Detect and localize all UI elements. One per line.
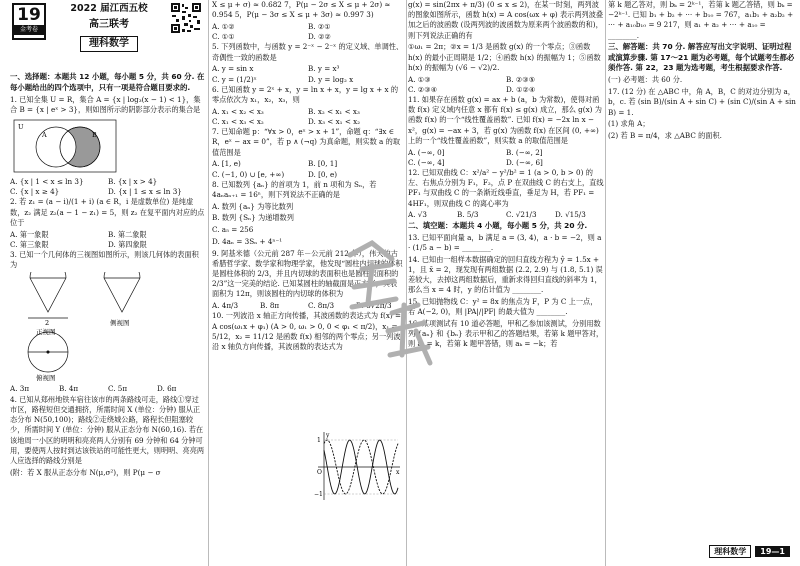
answer-option: C. ①① [212, 32, 235, 42]
answer-options [408, 148, 604, 158]
answer-option: A. ①② [212, 21, 235, 31]
wave-label-origin: O [317, 469, 322, 476]
answer-option: D. 6π [157, 384, 177, 394]
page-footer [709, 545, 790, 558]
answer-option: A. 4π/3 [212, 301, 239, 311]
footer-subject: 理科数学 [709, 545, 751, 558]
answer-option: B. x₂ < x₁ < x₃ [308, 106, 360, 116]
front-view-label: 正视图 [36, 328, 56, 337]
question-text: 16. 某项测试有 10 道必答题，甲和乙参加该测试，分别用数列 {aₙ} 和 {bₙ} 表示甲和乙的答题结果，若第 k 题甲答对，则 aₖ = k，若第 k 题甲答错，则 aₖ = −k；若 [408, 318, 604, 349]
question-text: 8. 已知数列 {aₙ} 的首项为 1，前 n 项和为 Sₙ，若 4aₙaₙ₊₁ = 16ⁿ，则下列说法不正确的是 [212, 179, 377, 199]
question-text: 4. 已知从郑州地铁车宿往该市的两条路线可走，路线①穿过市区，路程短但交通拥挤，所需时间 X (单位：分钟) 服从正态分布 N(50,100)；路线②走绕城公路，路程长但阻塞较少，所需时间 Y (单位：分钟) 服从正态分布 N(60,16). 若在该地周一小区的明明和亮亮两人分别有 69 分钟和 64 分钟可用，要使两人按时到达该铁站的可能性更大，则明明、亮亮两人应选择的路线分别是 [10, 394, 205, 465]
answer-option: A. (−∞, 0] [408, 147, 445, 157]
side-view-label: 侧视图 [110, 319, 130, 328]
column-2 [212, 0, 404, 566]
answer-option: B. {x | x > 4} [108, 176, 158, 186]
question-text: B. 数列 {Sₙ} 为递增数列 [212, 213, 294, 223]
answer-option: B. ②① [308, 21, 331, 31]
section-heading: 三、解答题：共 70 分. 解答应写出文字说明、证明过程或演算步骤. 第 17～21 题为必考题，每个试题考生都必须作答. 第 22，23 题为选考题，考生根据要求作答. [608, 42, 795, 73]
question-text: 7. 已知命题 p：“∀x > 0，eˣ > x + 1”，命题 q：“∃x ∈ R，eˣ − ax = 0”，若 p ∧ (¬q) 为真命题，则实数 a 的取值范围是 [212, 127, 401, 157]
answer-options [10, 230, 206, 240]
badge-number: 19 [17, 5, 41, 25]
question-text: 3. 已知一个几何体的三视图如图所示，则该几何体的表面积为 [10, 250, 199, 270]
figure-container [10, 117, 206, 175]
top-view-label: 俯视图 [36, 374, 56, 383]
question-text: 11. 如果存在函数 g(x) = ax + b (a，b 为常数)，使得对函数 f(x) 定义域内任意 x 都有 f(x) ≤ g(x) 成立，那么 g(x) 为函数 f(x) 的一个“线性覆盖函数”. 已知 f(x) = −2x ln x − x²，g(x) = −ax + 3，若 g(x) 为函数 f(x) 在区间 (0, +∞) 上的一个“线性覆盖函数”，则实数 a 的取值范围是 [408, 94, 602, 145]
answer-option: A. √3 [408, 210, 427, 220]
answer-option: C. {x | x ≥ 4} [10, 187, 60, 197]
answer-option: B. 8π [260, 301, 280, 311]
question-text: 13. 已知平面向量 a，b 满足 a = (3, 4)，a · b = −2，则 a · (1/5 a − b) = ________. [408, 232, 602, 252]
answer-options [10, 187, 206, 197]
column-2-body [212, 0, 404, 352]
question-text: 第 k 题乙答对，则 bₖ = 2ᵏ⁻¹，若第 k 题乙答错，则 bₖ = −2ᵏ⁻¹. 已知 b₁ + b₂ + ⋯ + b₁₀ = 767，a₁b₁ + a₂b₂ + ⋯ + a₁₀b₁₀ = 9 217，则 a₁ + a₂ + ⋯ + a₁₀ = ________. [608, 0, 794, 40]
column-1-body [10, 72, 206, 478]
answer-options [10, 177, 206, 187]
answer-option: A. ①③ [408, 74, 431, 84]
question-text: D. 4aₙ = 3Sₙ + 4ⁿ⁻¹ [212, 236, 283, 246]
question-text: 14. 已知由一组样本数据确定的回归直线方程为 ŷ = 1.5x + 1，且 x̄ = 2，现发现有两组数据 (2.2, 2.9) 与 (1.8, 5.1) 误差较大，去掉这两组数据后，重新求得回归直线的斜率为 1，那么当 x = 4 时，y 的估计值为 ________. [408, 254, 603, 295]
answer-options [408, 85, 604, 95]
answer-option: A. {x | 1 < x ≤ ln 3} [10, 176, 84, 186]
question-text: X ≤ μ + σ) ≈ 0.682 7，P(μ − 2σ ≤ X ≤ μ + 2σ) ≈ 0.954 5，P(μ − 3σ ≤ X ≤ μ + 3σ) ≈ 0.997 3) [212, 0, 391, 20]
answer-option: D. [0, e) [308, 169, 338, 179]
wave-label-x: x [396, 469, 400, 476]
question-text: 9. 阿基米德（公元前 287 年－公元前 212 年），伟大的古希腊哲学家、数学家和物理学家，他发现“圆柱内切球的体积是圆柱体积的 2/3，并且内切球的表面积也是圆柱表面积的 2/3”这一完美的结论. 已知某圆柱的轴截面是正方形，其表面积为 12π，则该圆柱的内切球的体积为 [212, 248, 403, 299]
answer-option: D. x₃ < x₁ < x₂ [308, 116, 361, 126]
answer-option: C. 8π/3 [308, 301, 335, 311]
answer-options [212, 64, 404, 74]
question-text: (附：若 X 服从正态分布 N(μ,σ²)，则 P(μ − σ [10, 467, 161, 477]
answer-option: A. y = sin x [212, 64, 254, 74]
answer-options [408, 75, 604, 85]
figure-container [10, 272, 206, 382]
venn-label-a: A [42, 130, 47, 139]
answer-option: C. x₁ < x₃ < x₂ [212, 116, 264, 126]
answer-options [212, 32, 404, 42]
wave-label-y: y [326, 432, 330, 439]
answer-option: D. ②② [308, 32, 331, 42]
answer-options [408, 210, 604, 220]
answer-option: B. ②③⑤ [506, 74, 536, 84]
answer-option: D. (−∞, 6] [506, 157, 543, 167]
answer-option: C. 第三象限 [10, 239, 49, 249]
question-text: ①ω₁ = 2π；②x = 1/3 是函数 g(x) 的一个零点；③函数 h(x) 的最小正周期是 1/2；④函数 h(x) 的振幅为 1；⑤函数 h(x) 的振幅为 (√6 − √2)/2. [408, 42, 601, 72]
wave-label-one: 1 [317, 437, 321, 444]
answer-option: B. (−∞, 2] [506, 147, 543, 157]
section-heading: 一、选择题：本题共 12 小题，每小题 5 分，共 60 分. 在每小题给出的四个选项中，只有一项是符合题目要求的. [10, 72, 205, 92]
answer-option: C. ②③④ [408, 84, 438, 94]
answer-option: B. y = x³ [308, 64, 340, 74]
column-3 [408, 0, 604, 566]
venn-diagram [10, 117, 120, 175]
answer-option: A. 3π [10, 384, 30, 394]
answer-option: C. (−∞, 4] [408, 157, 445, 167]
answer-option: B. 第二象限 [108, 229, 147, 239]
answer-options [212, 22, 404, 32]
footer-page-number: 19—1 [755, 546, 790, 557]
question-text: 1. 已知全集 U = R，集合 A = {x | log₃(x − 1) < 1}，集合 B = {x | eˣ > 3}，则如图所示的阴影部分表示的集合是 [10, 94, 201, 114]
answer-option: A. x₁ < x₂ < x₃ [212, 106, 264, 116]
answer-option: B. 5/3 [457, 210, 479, 220]
question-text: 12. 已知双曲线 C：x²/a² − y²/b² = 1 (a > 0, b > 0) 的左、右焦点分别为 F₁，F₂，点 P 在双曲线 C 的右支上，直线 PF₁ 与双曲线 C 的一条渐近线垂直，垂足为 H，若 PF₁ = 4HF₁，则双曲线 C 的离心率为 [408, 168, 604, 208]
answer-options [10, 384, 206, 394]
question-text: (1) 求角 A； [608, 119, 650, 129]
answer-options [212, 75, 404, 85]
column-3-body [408, 0, 604, 350]
answer-option: D. 第四象限 [108, 239, 147, 249]
question-text: 17. (12 分) 在 △ABC 中，角 A，B，C 的对边分别为 a，b，c. 若 (sin B)/(sin A + sin C) + (sin C)/(sin A + sin B) = 1. [608, 87, 796, 117]
exam-header [10, 0, 206, 72]
title-line-1: 2022 届江西五校 [70, 3, 148, 14]
question-text: C. a₅ = 256 [212, 225, 254, 235]
answer-option: A. [1, e) [212, 159, 241, 169]
exam-title [54, 2, 164, 52]
question-text: A. 数列 {aₙ} 为等比数列 [212, 201, 294, 211]
qr-code-icon [170, 2, 202, 34]
section-heading: 二、填空题：本题共 4 小题，每小题 5 分，共 20 分. [408, 220, 588, 230]
dimension-label: 2 [45, 319, 50, 328]
answer-option: B. 4π [59, 384, 79, 394]
answer-options [212, 117, 404, 127]
answer-option: D. ①②④ [506, 84, 536, 94]
venn-label-u: U [18, 122, 24, 131]
question-text: 5. 下列函数中，与函数 y = 2⁻ˣ − 2⁻ˣ 的定义域、单调性、奇偶性一致的函数是 [212, 42, 404, 62]
answer-option: D. y = log₂ x [308, 74, 354, 84]
answer-option: A. 第一象限 [10, 229, 49, 239]
title-line-3: 理科数学 [80, 36, 138, 52]
answer-options [212, 170, 404, 180]
answer-options [408, 158, 604, 168]
question-text: 10. 一列波沿 x 轴正方向传播，其波函数的表达式为 f(x) = A cos(ω₁x + φ₁) (A > 0, ω₁ > 0, 0 < φ₁ < π/2)，x₁ = 5/12，x₂ = 11/12 是函数 f(x) 相邻的两个零点；另一列波沿 x 轴负方向传播，其波函数的表达式为 [212, 311, 402, 351]
wave-label-neg-one: −1 [314, 491, 323, 498]
question-text: 15. 已知抛物线 C：y² = 8x 的焦点为 F，P 为 C 上一点，若 A(−2, 0)，则 |PA|/|PF| 的最大值为 ________. [408, 296, 598, 317]
wave-graph [314, 430, 402, 504]
answer-option: C. (−1, 0) ∪ [e, +∞) [212, 169, 285, 179]
question-text: (2) 若 B = π/4，求 △ABC 的面积. [608, 131, 722, 141]
badge-label: 金考卷 [14, 25, 44, 35]
answer-option: C. 5π [108, 384, 128, 394]
three-views-figure [10, 272, 180, 382]
column-1 [10, 0, 206, 566]
answer-option: B. [0, 1] [308, 159, 338, 169]
title-line-2: 高三联考 [89, 19, 129, 31]
answer-options [10, 240, 206, 250]
column-4 [608, 0, 796, 566]
answer-option: C. y = (1/2)ˣ [212, 74, 257, 84]
question-text: 2. 若 z₁ = (a − i)/(1 + i) (a ∈ R，i 是虚数单位) 是纯虚数，z₂ 满足 z₂(a − 1 − z₁) = 5，则 z₂ 在复平面内对应的点位于 [10, 197, 205, 227]
answer-options [212, 159, 404, 169]
answer-option: D. {x | 1 ≤ x ≤ ln 3} [108, 187, 182, 197]
answer-option: C. √21/3 [506, 210, 537, 220]
question-text: g(x) = sin(2πx + π/3) (0 ≤ x ≤ 2)，在某一时刻，两列波的图象如图所示，函数 h(x) = A cos(ωx + φ) 表示两列波叠加之后的波函数 (设两列波的波函数为原来两个波函数的和)，则下列说法正确的有 [408, 0, 604, 40]
column-4-body [608, 0, 796, 141]
answer-options [212, 301, 404, 311]
venn-label-b: B [92, 130, 97, 139]
answer-option: D. √15/3 [555, 210, 586, 220]
answer-option: D. 8√2π/3 [356, 301, 392, 311]
exam-badge [12, 3, 46, 40]
question-text: 6. 已知函数 y = 2ˣ + x，y = ln x + x，y = lg x + x 的零点依次为 x₁，x₂，x₃，则 [212, 84, 399, 104]
answer-options [212, 107, 404, 117]
question-text: (一) 必考题：共 60 分. [608, 75, 683, 85]
